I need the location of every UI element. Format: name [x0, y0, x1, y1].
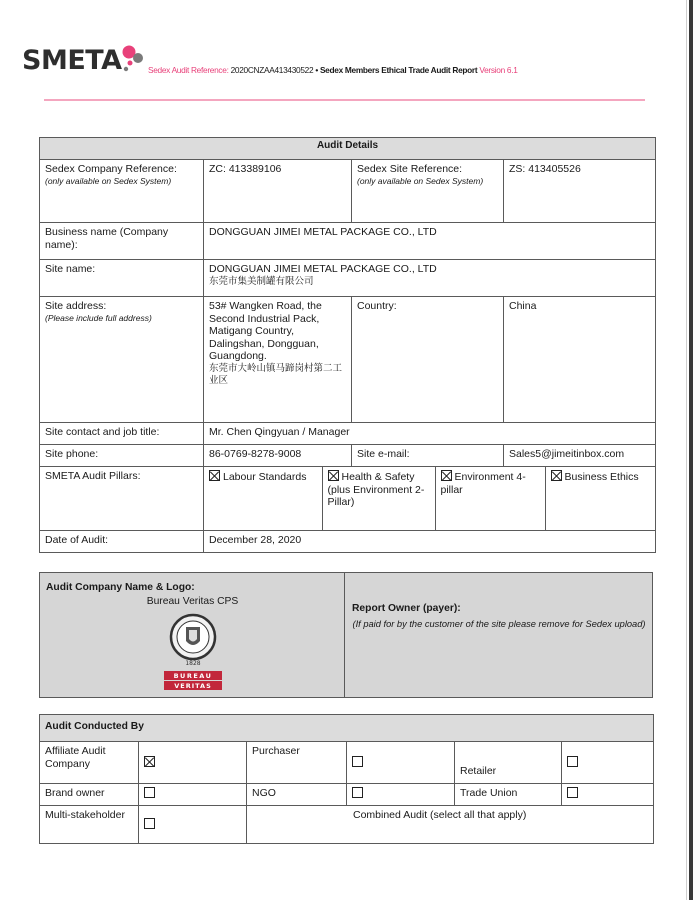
- audit-company-box: [39, 572, 653, 698]
- audit-company-title: Audit Company Name & Logo:: [46, 582, 195, 593]
- pillar-env[interactable]: [435, 467, 545, 530]
- phone-value: 86-0769-8278-9008: [204, 445, 352, 467]
- header-bullet: •: [315, 65, 318, 75]
- site-address-cell: [204, 297, 352, 423]
- date-value: December 28, 2020: [204, 531, 656, 553]
- pillar-ethics-checkbox[interactable]: [551, 470, 562, 481]
- report-owner-note: (If paid for by the customer of the site please remove for Sedex upload): [352, 619, 646, 629]
- contact-value: Mr. Chen Qingyuan / Manager: [204, 423, 656, 445]
- audit-company-section: [40, 573, 345, 697]
- site-ref-sub: (only available on Sedex System): [357, 175, 484, 186]
- company-ref-value: ZC: 413389106: [204, 160, 352, 223]
- report-header: [22, 38, 662, 88]
- site-address-label-cell: [40, 297, 204, 423]
- smeta-logo: SMETA: [22, 45, 122, 76]
- purchaser-label: Purchaser: [247, 742, 347, 784]
- phone-label: Site phone:: [40, 445, 204, 467]
- purchaser-checkbox[interactable]: [352, 756, 363, 767]
- header-divider: [44, 99, 645, 101]
- pillars-inner: [204, 467, 655, 530]
- trade-union-label: Trade Union: [455, 784, 562, 806]
- site-name-zh: 东莞市集美制罐有限公司: [209, 275, 314, 287]
- brand-owner-cell[interactable]: [139, 784, 247, 806]
- country-value: China: [504, 297, 656, 423]
- multi-stakeholder-cell[interactable]: [139, 806, 247, 844]
- report-title: Sedex Members Ethical Trade Audit Report: [319, 65, 478, 75]
- report-owner-section: [346, 573, 652, 697]
- ngo-label: NGO: [247, 784, 347, 806]
- site-ref-label-cell: [352, 160, 504, 223]
- combined-audit-label: Combined Audit (select all that apply): [247, 806, 654, 844]
- site-address-value: 53# Wangken Road, the Second Industrial Pack, Matigang Country, Dalingshan, Dongguan, Guangdong.: [209, 300, 322, 362]
- affiliate-label: Affiliate Audit Company: [40, 742, 139, 784]
- site-ref-label: Sedex Site Reference:: [357, 163, 463, 175]
- pillar-labour-checkbox[interactable]: [209, 470, 220, 481]
- pillar-ethics[interactable]: [545, 467, 655, 530]
- trade-union-cell[interactable]: [562, 784, 654, 806]
- header-line: [148, 65, 518, 75]
- scrollbar-edge[interactable]: [689, 0, 693, 900]
- pillar-ethics-label: Business Ethics: [564, 471, 639, 483]
- bureau-veritas-logo-icon: [156, 609, 230, 693]
- conducted-by-title: Audit Conducted By: [40, 715, 654, 742]
- report-version: Version 6.1: [479, 65, 518, 75]
- site-name-label: Site name:: [40, 260, 204, 297]
- audit-company-name: Bureau Veritas CPS: [146, 596, 239, 607]
- company-ref-sub: (only available on Sedex System): [45, 175, 172, 186]
- date-label: Date of Audit:: [40, 531, 204, 553]
- contact-label: Site contact and job title:: [40, 423, 204, 445]
- company-ref-label-cell: [40, 160, 204, 223]
- pillar-labour-label: Labour Standards: [223, 471, 307, 483]
- audit-details-table: [39, 137, 656, 553]
- audit-ref-value: 2020CNZAA413430522: [230, 65, 314, 75]
- business-name-value: DONGGUAN JIMEI METAL PACKAGE CO., LTD: [204, 223, 656, 260]
- logo-word-veritas: VERITAS: [174, 682, 212, 690]
- site-name-cell: [204, 260, 656, 297]
- logo-year: 1828: [185, 660, 201, 667]
- pillars-label: SMETA Audit Pillars:: [40, 467, 204, 531]
- pillar-health-label: Health & Safety (plus Environment 2-Pillar): [327, 471, 425, 508]
- email-value: Sales5@jimeitinbox.com: [504, 445, 656, 467]
- multi-stakeholder-checkbox[interactable]: [144, 818, 155, 829]
- pillar-health[interactable]: [322, 467, 435, 530]
- purchaser-cell[interactable]: [347, 742, 455, 784]
- audit-ref-label: Sedex Audit Reference:: [148, 65, 229, 75]
- audit-conducted-by-table: [39, 714, 654, 844]
- ngo-cell[interactable]: [347, 784, 455, 806]
- ngo-checkbox[interactable]: [352, 787, 363, 798]
- trade-union-checkbox[interactable]: [567, 787, 578, 798]
- affiliate-cell[interactable]: [139, 742, 247, 784]
- audit-details-title: Audit Details: [40, 138, 656, 160]
- retailer-checkbox[interactable]: [567, 756, 578, 767]
- site-name-value: DONGGUAN JIMEI METAL PACKAGE CO., LTD: [209, 263, 437, 275]
- site-address-sub: (Please include full address): [45, 312, 152, 323]
- site-ref-value: ZS: 413405526: [504, 160, 656, 223]
- site-address-zh: 东莞市大岭山镇马蹄岗村第二工业区: [209, 362, 343, 386]
- affiliate-checkbox[interactable]: [144, 756, 155, 767]
- pillar-labour[interactable]: [204, 467, 322, 530]
- multi-stakeholder-label: Multi-stakeholder: [40, 806, 139, 844]
- brand-owner-checkbox[interactable]: [144, 787, 155, 798]
- company-ref-label: Sedex Company Reference:: [45, 163, 177, 175]
- smeta-logo-dots-icon: [117, 41, 147, 75]
- business-name-label: Business name (Company name):: [40, 223, 204, 260]
- country-label: Country:: [352, 297, 504, 423]
- pillar-health-checkbox[interactable]: [328, 470, 339, 481]
- logo-word-bureau: BUREAU: [173, 672, 213, 680]
- pillar-env-label: Environment 4-pillar: [440, 471, 526, 496]
- site-address-label: Site address:: [45, 300, 107, 312]
- brand-owner-label: Brand owner: [40, 784, 139, 806]
- pillar-env-checkbox[interactable]: [441, 470, 452, 481]
- retailer-label: Retailer: [455, 742, 562, 784]
- report-owner-title: Report Owner (payer):: [352, 603, 461, 614]
- retailer-cell[interactable]: [562, 742, 654, 784]
- pillars-cell: [204, 467, 656, 531]
- email-label: Site e-mail:: [352, 445, 504, 467]
